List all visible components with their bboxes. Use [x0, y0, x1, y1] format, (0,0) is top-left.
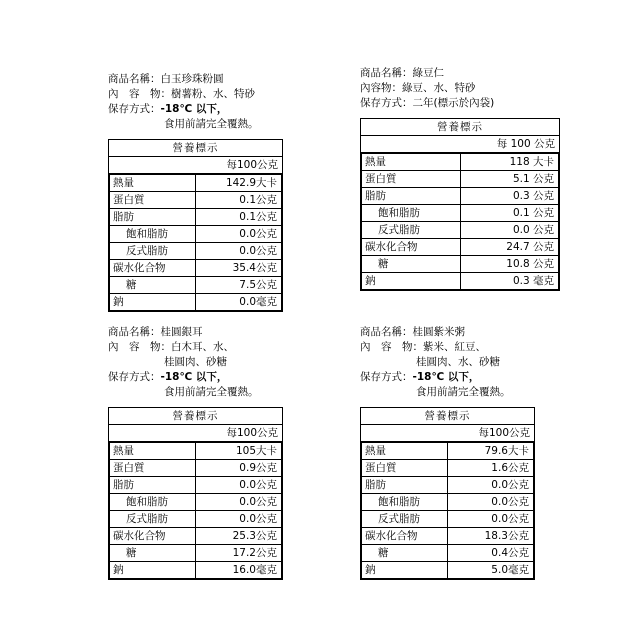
nutrient-name: 脂肪	[362, 477, 448, 494]
nutrient-name: 糖	[110, 545, 196, 562]
header-field-row	[360, 96, 630, 111]
nutrition-row	[110, 175, 282, 192]
product-header	[360, 325, 630, 400]
nutrition-row	[362, 545, 534, 562]
nutrient-value: 0.0公克	[196, 243, 282, 260]
header-field-label: 保存方式	[108, 371, 150, 383]
header-field-value: 桂圓銀耳	[160, 326, 203, 338]
nutrition-title: 營養標示	[109, 408, 283, 425]
nutrient-value: 16.0毫克	[196, 562, 282, 579]
nutrient-name: 碳水化合物	[362, 239, 461, 256]
nutrient-name: 反式脂肪	[362, 222, 461, 239]
nutrition-row	[362, 222, 559, 239]
header-field-label: 保存方式	[360, 97, 402, 109]
nutrition-row	[110, 294, 282, 311]
per-serving-label: 每100公克	[109, 425, 283, 442]
header-continuation-text: 食用前請完全覆熱。	[164, 118, 259, 130]
nutrition-row	[362, 511, 534, 528]
nutrient-name: 脂肪	[110, 477, 196, 494]
header-continuation-line	[108, 385, 378, 400]
nutrient-value: 0.0公克	[196, 477, 282, 494]
header-field-value: -18℃ 以下，	[160, 371, 228, 383]
nutrition-row	[110, 545, 282, 562]
nutrient-value: 0.1公克	[196, 192, 282, 209]
nutrient-value: 24.7 公克	[460, 239, 559, 256]
nutrient-value: 0.9公克	[196, 460, 282, 477]
header-field-value: 樹薯粉、水、特砂	[171, 88, 255, 100]
nutrient-value: 0.0公克	[448, 494, 534, 511]
header-field-row	[108, 87, 378, 102]
header-field-colon: ：	[150, 73, 161, 85]
header-field-value: 綠豆仁	[412, 67, 444, 79]
header-field-label: 商品名稱	[108, 326, 150, 338]
nutrient-name: 熱量	[362, 443, 448, 460]
nutrition-title: 營養標示	[109, 140, 283, 157]
header-field-label: 商品名稱	[360, 67, 402, 79]
header-continuation-line	[108, 117, 378, 132]
header-field-value: 白木耳、水、	[171, 341, 234, 353]
nutrient-value: 0.0 公克	[460, 222, 559, 239]
nutrition-row	[110, 460, 282, 477]
header-continuation-text: 食用前請完全覆熱。	[164, 386, 259, 398]
nutrition-rows	[109, 174, 283, 312]
nutrition-row	[110, 511, 282, 528]
nutrient-name: 糖	[362, 545, 448, 562]
product-header	[108, 72, 378, 132]
nutrition-row	[110, 528, 282, 545]
header-field-value: 二年(標示於內袋)	[412, 97, 495, 109]
header-field-label: 內 容 物	[108, 341, 161, 353]
nutrition-table	[108, 407, 283, 580]
product-header	[108, 325, 378, 400]
header-field-value: 白玉珍珠粉圓	[160, 73, 224, 85]
header-field-value: -18℃ 以下，	[160, 103, 228, 115]
nutrition-row	[362, 477, 534, 494]
nutrition-row	[362, 188, 559, 205]
nutrition-rows	[109, 442, 283, 580]
nutrition-rows	[361, 153, 560, 291]
nutrient-value: 10.8 公克	[460, 256, 559, 273]
nutrient-value: 0.1 公克	[460, 205, 559, 222]
nutrient-name: 蛋白質	[110, 192, 196, 209]
nutrition-table	[360, 118, 560, 291]
nutrition-row	[110, 277, 282, 294]
nutrient-value: 118 大卡	[460, 154, 559, 171]
nutrient-name: 鈉	[362, 273, 461, 290]
header-field-label: 內 容 物	[360, 341, 413, 353]
product-header	[360, 66, 630, 111]
header-field-row	[108, 72, 378, 87]
nutrient-name: 糖	[110, 277, 196, 294]
nutrient-value: 79.6大卡	[448, 443, 534, 460]
header-field-value: -18℃ 以下，	[412, 371, 480, 383]
header-continuation-text: 桂圓肉、水、砂糖	[416, 356, 500, 368]
nutrition-row	[362, 205, 559, 222]
header-continuation-line	[108, 355, 378, 370]
header-field-colon: ：	[391, 82, 402, 94]
nutrition-row	[362, 443, 534, 460]
nutrition-row	[110, 494, 282, 511]
nutrient-value: 0.0公克	[196, 511, 282, 528]
nutrient-value: 0.0公克	[448, 477, 534, 494]
nutrition-row	[362, 494, 534, 511]
nutrition-row	[362, 528, 534, 545]
header-continuation-text: 食用前請完全覆熱。	[416, 386, 511, 398]
nutrient-value: 17.2公克	[196, 545, 282, 562]
nutrient-name: 反式脂肪	[110, 511, 196, 528]
nutrient-name: 熱量	[110, 443, 196, 460]
nutrient-name: 飽和脂肪	[110, 226, 196, 243]
header-field-colon: ：	[160, 341, 171, 353]
per-serving-label: 每100公克	[361, 425, 535, 442]
nutrient-name: 鈉	[110, 562, 196, 579]
nutrient-name: 飽和脂肪	[362, 494, 448, 511]
header-field-colon: ：	[402, 67, 413, 79]
nutrition-row	[362, 171, 559, 188]
nutrient-name: 飽和脂肪	[110, 494, 196, 511]
nutrition-row	[110, 443, 282, 460]
nutrition-row	[362, 256, 559, 273]
nutrition-row	[362, 273, 559, 290]
nutrient-name: 反式脂肪	[362, 511, 448, 528]
nutrient-value: 35.4公克	[196, 260, 282, 277]
nutrient-value: 0.0公克	[196, 494, 282, 511]
nutrition-row	[362, 239, 559, 256]
nutrient-name: 碳水化合物	[362, 528, 448, 545]
header-field-row	[360, 81, 630, 96]
header-field-colon: ：	[160, 88, 171, 100]
nutrient-name: 碳水化合物	[110, 260, 196, 277]
product-panel-longan-purple-rice-porridge	[360, 325, 630, 580]
header-field-colon: ：	[402, 371, 413, 383]
nutrient-name: 鈉	[110, 294, 196, 311]
nutrient-value: 5.0毫克	[448, 562, 534, 579]
header-field-row	[360, 325, 630, 340]
nutrient-name: 脂肪	[362, 188, 461, 205]
nutrition-row	[110, 209, 282, 226]
nutrient-value: 0.1公克	[196, 209, 282, 226]
header-field-colon: ：	[402, 326, 413, 338]
nutrient-value: 105大卡	[196, 443, 282, 460]
nutrition-row	[110, 226, 282, 243]
header-continuation-line	[360, 355, 630, 370]
nutrient-name: 糖	[362, 256, 461, 273]
header-field-colon: ：	[150, 326, 161, 338]
nutrition-table	[108, 139, 283, 312]
nutrient-name: 蛋白質	[362, 171, 461, 188]
header-field-row	[360, 370, 630, 385]
per-serving-label: 每 100 公克	[361, 136, 560, 153]
header-field-row	[108, 325, 378, 340]
nutrient-value: 7.5公克	[196, 277, 282, 294]
nutrition-row	[110, 562, 282, 579]
nutrient-value: 25.3公克	[196, 528, 282, 545]
header-field-colon: ：	[150, 103, 161, 115]
nutrition-row	[362, 562, 534, 579]
nutrient-value: 0.0毫克	[196, 294, 282, 311]
nutrition-row	[110, 477, 282, 494]
header-continuation-text: 桂圓肉、砂糖	[164, 356, 227, 368]
nutrient-name: 碳水化合物	[110, 528, 196, 545]
nutrient-value: 1.6公克	[448, 460, 534, 477]
product-panel-white-jade-tapioca	[108, 72, 378, 312]
per-serving-label: 每100公克	[109, 157, 283, 174]
nutrient-name: 飽和脂肪	[362, 205, 461, 222]
header-field-label: 保存方式	[108, 103, 150, 115]
nutrition-row	[110, 192, 282, 209]
nutrition-table	[360, 407, 535, 580]
header-continuation-line	[360, 385, 630, 400]
header-field-colon: ：	[412, 341, 423, 353]
nutrient-value: 5.1 公克	[460, 171, 559, 188]
header-field-value: 紫米、紅豆、	[423, 341, 486, 353]
header-field-label: 保存方式	[360, 371, 402, 383]
nutrient-name: 蛋白質	[110, 460, 196, 477]
nutrition-row	[110, 260, 282, 277]
header-field-value: 綠豆、水、特砂	[402, 82, 476, 94]
product-panel-longan-white-fungus	[108, 325, 378, 580]
nutrient-value: 142.9大卡	[196, 175, 282, 192]
nutrient-value: 0.4公克	[448, 545, 534, 562]
nutrient-name: 脂肪	[110, 209, 196, 226]
header-field-label: 內容物	[360, 82, 392, 94]
nutrition-row	[362, 154, 559, 171]
header-field-row	[108, 102, 378, 117]
header-field-label: 商品名稱	[108, 73, 150, 85]
nutrient-name: 反式脂肪	[110, 243, 196, 260]
header-field-row	[360, 340, 630, 355]
header-field-label: 內 容 物	[108, 88, 161, 100]
header-field-row	[360, 66, 630, 81]
nutrient-value: 18.3公克	[448, 528, 534, 545]
nutrient-value: 0.3 毫克	[460, 273, 559, 290]
nutrition-row	[362, 460, 534, 477]
nutrient-value: 0.0公克	[448, 511, 534, 528]
nutrition-rows	[361, 442, 535, 580]
nutrition-title: 營養標示	[361, 119, 560, 136]
header-field-colon: ：	[402, 97, 413, 109]
nutrient-name: 熱量	[110, 175, 196, 192]
header-field-row	[108, 370, 378, 385]
nutrient-value: 0.0公克	[196, 226, 282, 243]
nutrition-row	[110, 243, 282, 260]
nutrient-name: 鈉	[362, 562, 448, 579]
nutrition-title: 營養標示	[361, 408, 535, 425]
header-field-row	[108, 340, 378, 355]
nutrient-value: 0.3 公克	[460, 188, 559, 205]
header-field-colon: ：	[150, 371, 161, 383]
header-field-label: 商品名稱	[360, 326, 402, 338]
nutrient-name: 熱量	[362, 154, 461, 171]
header-field-value: 桂圓紫米粥	[412, 326, 465, 338]
nutrient-name: 蛋白質	[362, 460, 448, 477]
product-panel-mung-bean	[360, 66, 630, 291]
